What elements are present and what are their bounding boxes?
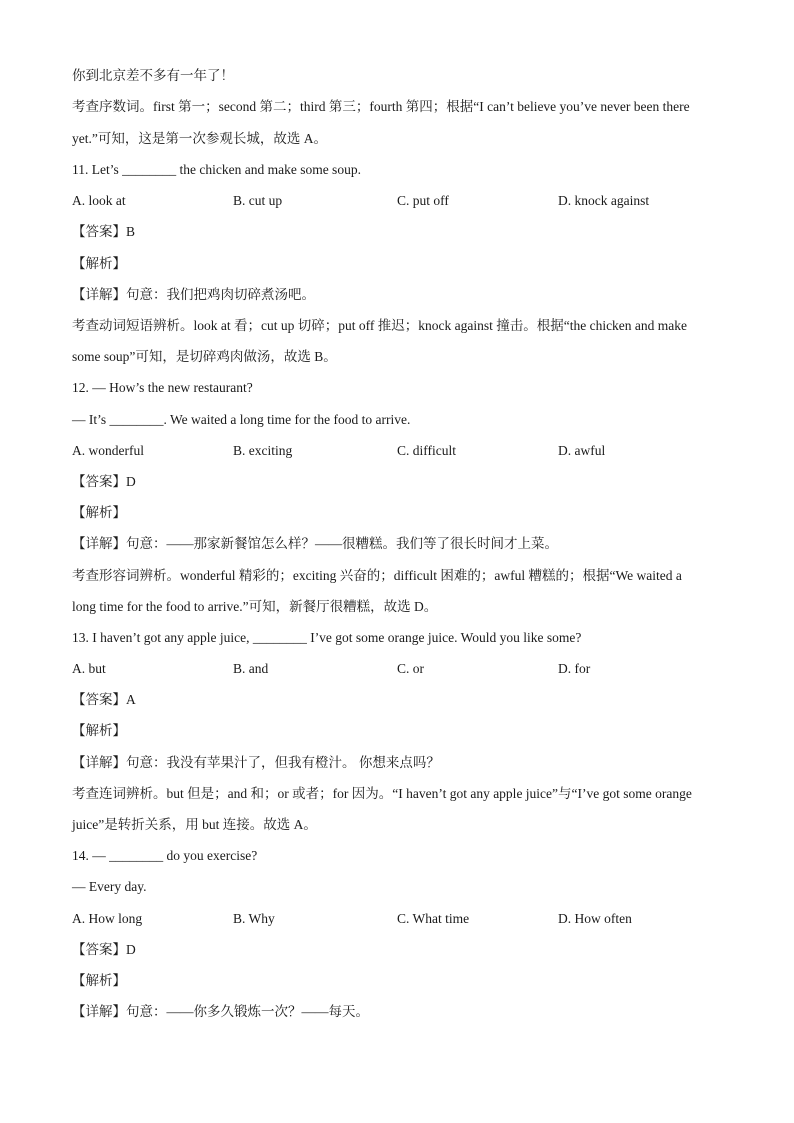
q12-explanation-line-2: long time for the food to arrive.”可知，新餐厅很糟糕，故选 D。: [72, 599, 438, 614]
q12-option-d: D. awful: [558, 443, 606, 458]
q14-answer: 【答案】D: [72, 942, 136, 957]
q11-answer: 【答案】B: [72, 224, 136, 239]
prev-explanation-line-2: yet.”可知，这是第一次参观长城，故选 A。: [72, 131, 327, 146]
q12-analysis-heading: 【解析】: [72, 505, 126, 520]
q12-option-c: C. difficult: [397, 443, 456, 458]
q11-option-c: C. put off: [397, 193, 449, 208]
question-14: 14. — ________ do you exercise?: [72, 848, 258, 863]
prev-explanation-line-1: 考查序数词。first 第一；second 第二；third 第三；fourth 第四；根据“I can’t believe you’ve never been there: [72, 99, 690, 114]
q14-detail: 【详解】句意：——你多久锻炼一次？——每天。: [72, 1004, 369, 1019]
question-12-response: — It’s ________. We waited a long time for the food to arrive.: [72, 412, 411, 427]
q11-detail: 【详解】句意：我们把鸡肉切碎煮汤吧。: [72, 287, 315, 302]
q13-option-d: D. for: [558, 661, 591, 676]
q11-option-a: A. look at: [72, 193, 126, 208]
q13-option-a: A. but: [72, 661, 106, 676]
q14-option-c: C. What time: [397, 911, 470, 926]
q13-detail: 【详解】句意：我没有苹果汁了，但我有橙汁。 你想来点吗？: [72, 755, 440, 770]
q12-answer: 【答案】D: [72, 474, 136, 489]
prev-translation-line: 你到北京差不多有一年了！: [72, 68, 234, 83]
q14-analysis-heading: 【解析】: [72, 973, 126, 988]
q11-option-d: D. knock against: [558, 193, 650, 208]
question-11: 11. Let’s ________ the chicken and make some soup.: [72, 162, 361, 177]
question-14-response: — Every day.: [72, 879, 147, 894]
q11-analysis-heading: 【解析】: [72, 256, 126, 271]
q13-option-b: B. and: [233, 661, 269, 676]
q12-explanation-line-1: 考查形容词辨析。wonderful 精彩的；exciting 兴奋的；difficult 困难的；awful 糟糕的；根据“We waited a: [72, 568, 682, 583]
question-12: 12. — How’s the new restaurant?: [72, 380, 253, 395]
q13-explanation-line-2: juice”是转折关系，用 but 连接。故选 A。: [72, 817, 317, 832]
q13-analysis-heading: 【解析】: [72, 723, 126, 738]
q11-option-b: B. cut up: [233, 193, 283, 208]
q12-option-a: A. wonderful: [72, 443, 144, 458]
q14-option-a: A. How long: [72, 911, 143, 926]
q12-detail: 【详解】句意：——那家新餐馆怎么样？——很糟糕。我们等了很长时间才上菜。: [72, 536, 558, 551]
q11-explanation-line-1: 考查动词短语辨析。look at 看；cut up 切碎；put off 推迟；knock against 撞击。根据“the chicken and make: [72, 318, 688, 333]
q13-explanation-line-1: 考查连词辨析。but 但是；and 和；or 或者；for 因为。“I haven’t got any apple juice”与“I’ve got some orange: [72, 786, 692, 801]
question-13: 13. I haven’t got any apple juice, ________ I’ve got some orange juice. Would you like some?: [72, 630, 582, 645]
q14-option-d: D. How often: [558, 911, 632, 926]
q13-option-c: C. or: [397, 661, 424, 676]
q14-option-b: B. Why: [233, 911, 275, 926]
q12-option-b: B. exciting: [233, 443, 293, 458]
q11-explanation-line-2: some soup”可知，是切碎鸡肉做汤，故选 B。: [72, 349, 337, 364]
q13-answer: 【答案】A: [72, 692, 136, 707]
